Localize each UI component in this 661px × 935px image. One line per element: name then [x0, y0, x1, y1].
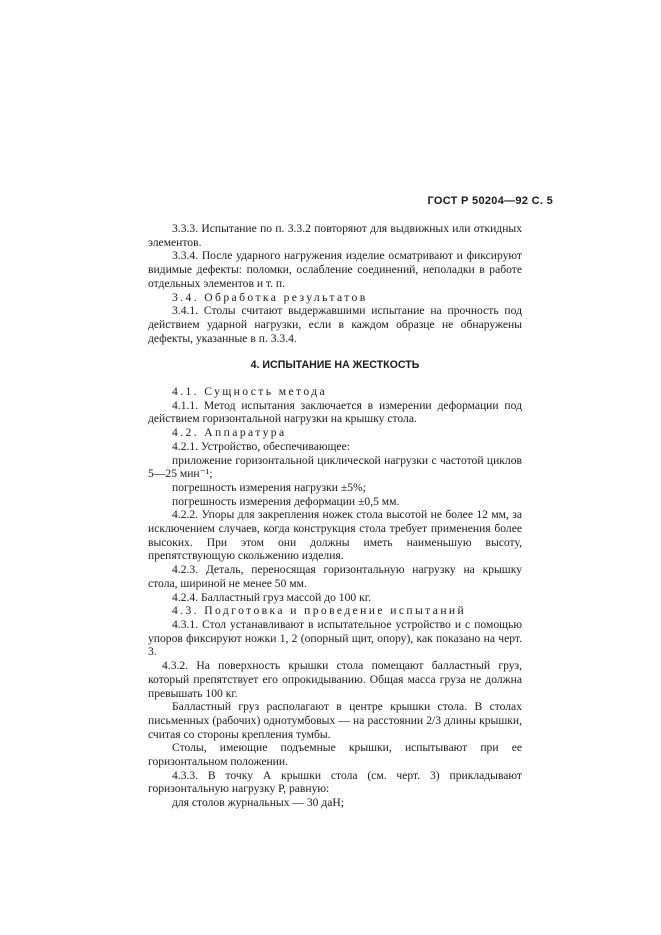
paragraph-4-3-2-b: Балластный груз располагают в центре крышки стола. В столах письменных (рабочих) однотумбовых — на расстоянии 2/3 длины крышки, считая со стороны крепления тумбы.: [148, 700, 522, 741]
subheading-4-2: 4.2. Аппаратура: [172, 426, 287, 440]
paragraph-4-2-1-c: погрешность измерения деформации ±0,5 мм.: [172, 494, 400, 508]
paragraph-4-2-1-b: погрешность измерения нагрузки ±5%;: [172, 480, 366, 494]
paragraph-3-3-4: 3.3.4. После ударного нагружения изделие осматривают и фиксируют видимые дефекты: поломки, ослабление соединений, неполадки в работе отдельных элементов и т. п.: [148, 249, 522, 290]
paragraph-3-3-3: 3.3.3. Испытание по п. 3.3.2 повторяют для выдвижных или откидных элементов.: [148, 222, 522, 249]
document-body: [148, 222, 522, 810]
paragraph-4-2-1-a: приложение горизонтальной циклической нагрузки с частотой циклов 5—25 мин⁻¹;: [148, 453, 522, 481]
paragraph-4-3-1: 4.3.1. Стол устанавливают в испытательное устройство и с помощью упоров фиксируют ножки 1, 2 (опорный щит, опору), как показано на черт. 3.: [148, 617, 522, 659]
paragraph-4-3-3: 4.3.3. В точку А крышки стола (см. черт. 3) прикладывают горизонтальную нагрузку Р, равную:: [148, 768, 522, 796]
paragraph-3-4-1: 3.4.1. Столы считают выдержавшими испытание на прочность под действием ударной нагрузки, если в каждом образце не обнаружены дефекты, указанные в п. 3.3.4.: [148, 304, 522, 345]
section-4-title: 4. ИСПЫТАНИЕ НА ЖЕСТКОСТЬ: [250, 359, 420, 372]
paragraph-4-3-3-a: для столов журнальных — 30 даН;: [172, 796, 345, 810]
paragraph-4-3-2-c: Столы, имеющие подъемные крышки, испытывают при ее горизонтальном положении.: [148, 741, 522, 769]
paragraph-4-2-1: 4.2.1. Устройство, обеспечивающее:: [172, 439, 350, 453]
paragraph-4-2-2: 4.2.2. Упоры для закрепления ножек стола высотой не более 12 мм, за исключением случаев, когда конструкция стола требует применения более высоких. При этом они должны иметь наименьшую высоту, препятствующую скольжению изделия.: [148, 508, 522, 563]
paragraph-4-2-3: 4.2.3. Деталь, переносящая горизонтальную нагрузку на крышку стола, шириной не менее 50 мм.: [148, 563, 522, 590]
paragraph-4-2-4: 4.2.4. Балластный груз массой до 100 кг.: [172, 590, 372, 604]
subheading-4-1: 4.1. Сущность метода: [172, 385, 328, 399]
subheading-3-4: 3.4. Обработка результатов: [172, 290, 368, 304]
page-header: ГОСТ Р 50204—92 С. 5: [427, 195, 553, 207]
paragraph-4-3-2: 4.3.2. На поверхность крышки стола помещают балластный груз, который препятствует его опрокидыванию. Общая масса груза не должна превышать 100 кг.: [148, 659, 522, 700]
paragraph-4-1-1: 4.1.1. Метод испытания заключается в измерении деформации под действием горизонтальной нагрузки на крышку стола.: [148, 398, 522, 426]
subheading-4-3: 4.3. Подготовка и проведение испытаний: [172, 604, 467, 618]
